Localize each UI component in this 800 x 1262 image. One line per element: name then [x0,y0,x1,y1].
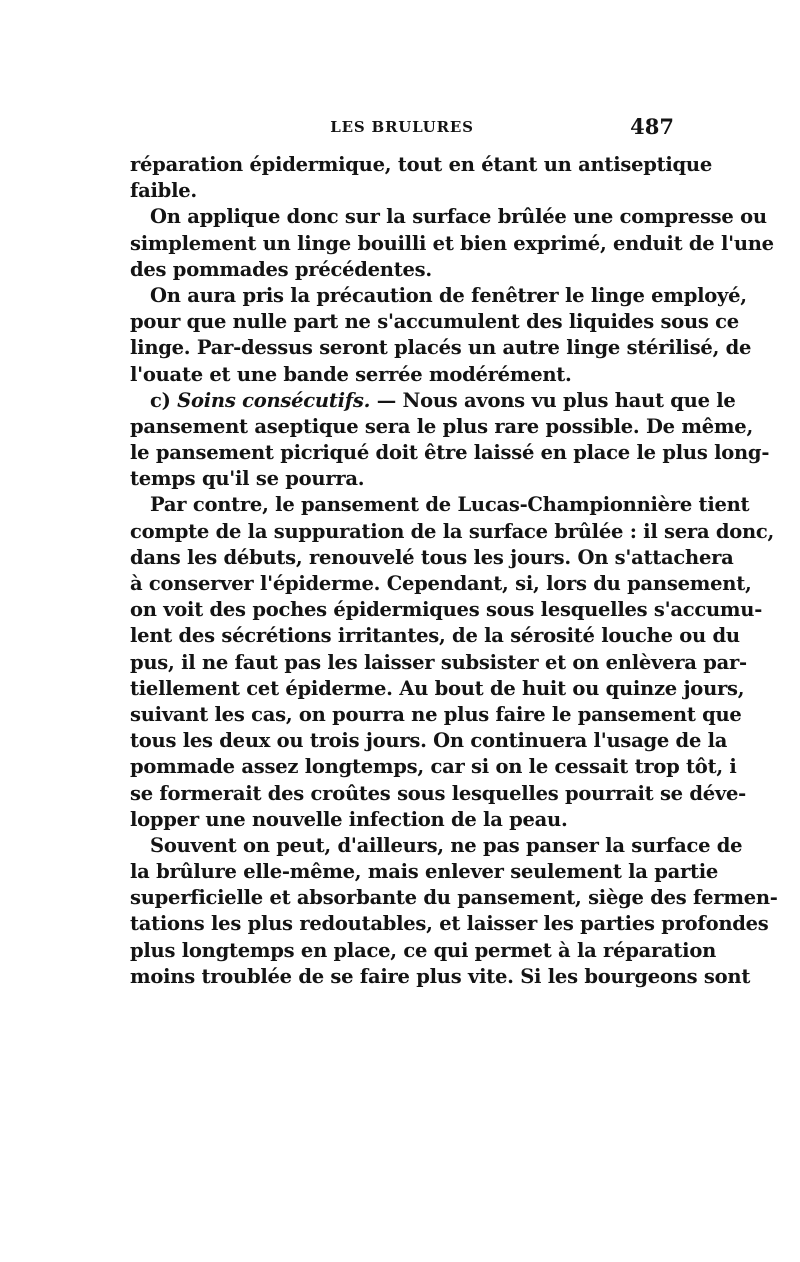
page-number: 487 [630,114,674,139]
text-line: pommade assez longtemps, car si on le cessait trop tôt, i [130,755,737,779]
text-line: pour que nulle part ne s'accumulent des liquides sous ce [130,310,739,334]
paragraph-start-line: On aura pris la précaution de fenêtrer le linge employé, [150,283,747,307]
text-line: pansement aseptique sera le plus rare possible. De même, [130,414,753,438]
running-head [130,114,674,144]
text-line: lopper une nouvelle infection de la peau. [130,807,568,831]
text-line: on voit des poches épidermiques sous lesquelles s'accumu- [130,598,763,622]
text-line: le pansement picriqué doit être laissé en place le plus long- [130,441,770,465]
text-line: tations les plus redoutables, et laisser les parties profondes [130,912,769,936]
text-line: pus, il ne faut pas les laisser subsister et on enlèvera par- [130,650,747,674]
text-line: superficielle et absorbante du pansement, siège des fermen- [130,886,778,910]
paragraph-start-line: On applique donc sur la surface brûlée une compresse ou [150,205,767,229]
text-line: réparation épidermique, tout en étant un antiseptique [130,153,713,176]
text-line: lent des sécrétions irritantes, de la sérosité louche ou du [130,624,740,648]
text-line: simplement un linge bouilli et bien exprimé, enduit de l'une [130,231,774,255]
text-line: compte de la suppuration de la surface brûlée : il sera donc, [130,519,775,543]
text-line: à conserver l'épiderme. Cependant, si, lors du pansement, [130,572,752,595]
text-line: tiellement cet épiderme. Au bout de huit ou quinze jours, [130,676,745,700]
text-line: plus longtemps en place, ce qui permet à la réparation [130,938,717,962]
subsection-title: Soins consécutifs. [177,388,371,412]
subsection-text: — Nous avons vu plus haut que le [376,388,736,412]
text-line: suivant les cas, on pourra ne plus faire le pansement que [130,702,742,726]
text-line: moins troublée de se faire plus vite. Si les bourgeons sont [130,964,751,988]
text-line: des pommades précédentes. [130,257,432,281]
subsection-heading-line [130,388,736,414]
running-title: LES BRULURES [330,118,474,136]
text-line: temps qu'il se pourra. [130,467,365,491]
text-line: faible. [130,179,197,203]
text-line: l'ouate et une bande serrée modérément. [130,362,572,386]
text-line: linge. Par-dessus seront placés un autre linge stérilisé, de [130,336,752,360]
text-line: tous les deux ou trois jours. On continuera l'usage de la [130,729,728,753]
paragraph-start-line: Souvent on peut, d'ailleurs, ne pas panser la surface de [150,833,743,857]
subsection-label: c) [150,388,171,412]
text-line: se formerait des croûtes sous lesquelles pourrait se déve- [130,781,746,805]
body-text [130,152,778,990]
text-line: la brûlure elle-même, mais enlever seulement la partie [130,860,719,884]
paragraph-start-line: Par contre, le pansement de Lucas-Championnière tient [150,493,750,517]
text-line: dans les débuts, renouvelé tous les jours. On s'attachera [130,545,734,569]
